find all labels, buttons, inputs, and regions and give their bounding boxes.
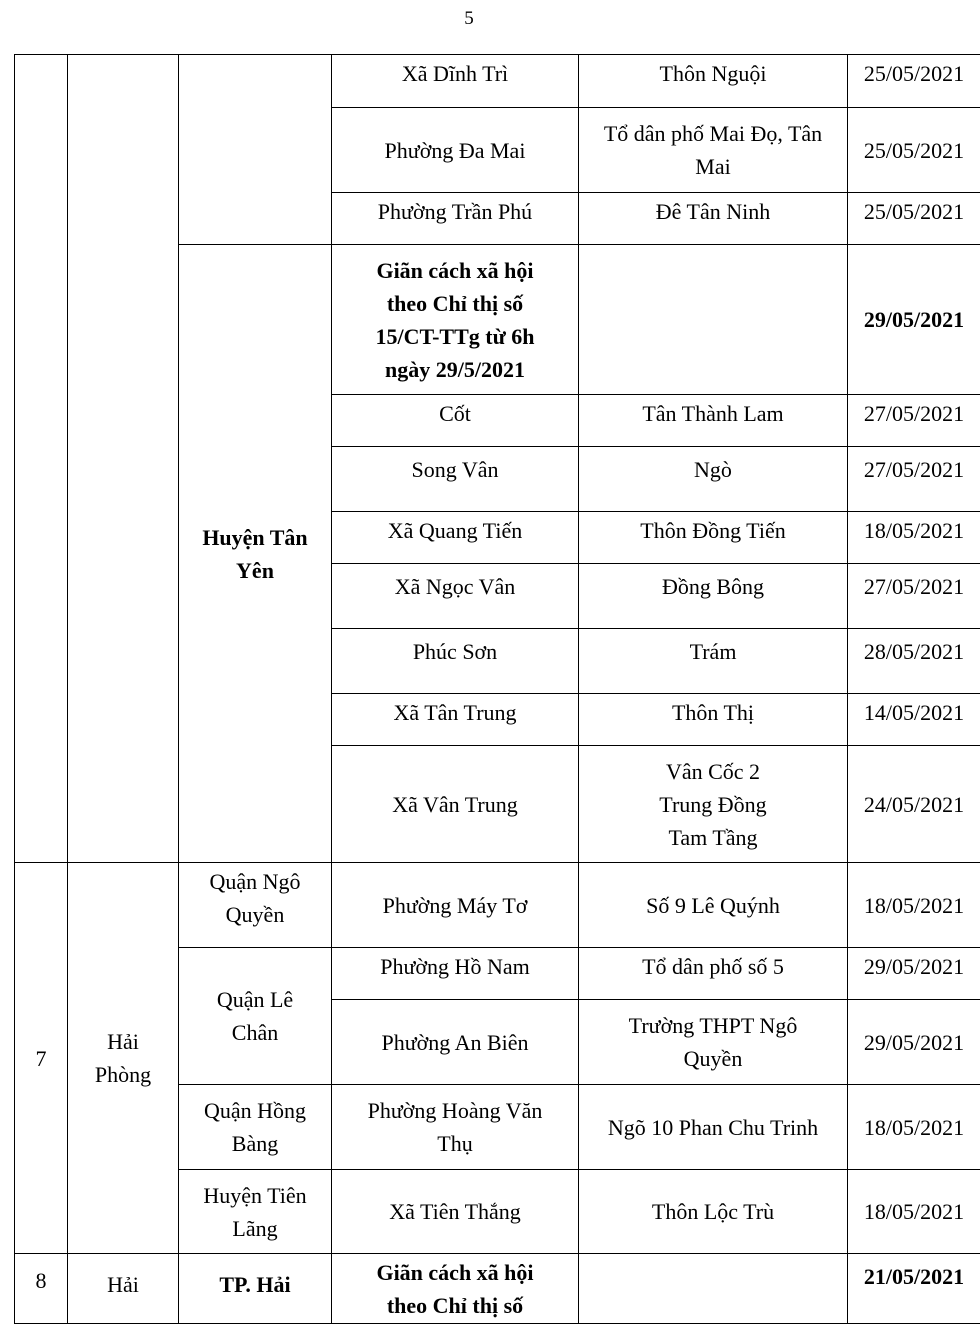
date-cell: 18/05/2021 [848,1085,980,1170]
district-cell [179,948,332,1085]
village-cell: Ngò [579,447,848,512]
date-cell: 25/05/2021 [848,55,980,108]
date-cell: 27/05/2021 [848,395,980,447]
district-line: Quận Hồng [185,1094,325,1127]
date-cell: 18/05/2021 [848,1170,980,1254]
village-cell: Thôn Đồng Tiến [579,512,848,564]
village-line: Tam Tầng [585,821,841,854]
date-cell: 29/05/2021 [848,245,980,395]
commune-line: Thụ [338,1127,572,1160]
commune-line: Giãn cách xã hội [338,1256,572,1289]
village-cell: Đê Tân Ninh [579,193,848,245]
commune-cell: Cốt [332,395,579,447]
commune-cell: Phường An Biên [332,1000,579,1085]
commune-line: ngày 29/5/2021 [338,353,572,386]
village-cell: Ngõ 10 Phan Chu Trinh [579,1085,848,1170]
district-line: Quyền [185,898,325,931]
date-cell: 29/05/2021 [848,948,980,1000]
commune-cell: Xã Vân Trung [332,746,579,863]
village-cell: Thôn Nguội [579,55,848,108]
stt-cell: 7 [15,863,68,1254]
village-line: Trung Đồng [585,788,841,821]
district-line: Quận Lê [185,983,325,1016]
lockdown-table [14,54,980,1324]
commune-cell: Xã Dĩnh Trì [332,55,579,108]
village-cell: Đồng Bông [579,564,848,629]
date-cell: 27/05/2021 [848,447,980,512]
district-cell [179,1170,332,1254]
district-cell [179,55,332,245]
district-cell: TP. Hải [179,1254,332,1324]
village-cell [579,1254,848,1324]
commune-line: Giãn cách xã hội [338,254,572,287]
commune-cell: Xã Ngọc Vân [332,564,579,629]
commune-cell: Phúc Sơn [332,629,579,694]
village-line: Tổ dân phố Mai Đọ, Tân [585,117,841,150]
date-cell: 14/05/2021 [848,694,980,746]
commune-cell: Xã Quang Tiến [332,512,579,564]
date-cell: 27/05/2021 [848,564,980,629]
date-cell: 25/05/2021 [848,108,980,193]
province-cell [68,55,179,863]
district-line: Chân [185,1016,325,1049]
commune-cell [332,1085,579,1170]
date-cell: 18/05/2021 [848,863,980,948]
commune-line: theo Chỉ thị số [338,287,572,320]
commune-cell: Song Vân [332,447,579,512]
village-cell [579,746,848,863]
table-row [15,863,980,948]
village-cell [579,245,848,395]
district-cell [179,863,332,948]
table-row [15,55,980,108]
village-line: Quyền [585,1042,841,1075]
date-cell: 18/05/2021 [848,512,980,564]
commune-cell: Phường Máy Tơ [332,863,579,948]
commune-cell: Xã Tân Trung [332,694,579,746]
commune-cell: Phường Hồ Nam [332,948,579,1000]
village-cell: Tổ dân phố số 5 [579,948,848,1000]
district-line: Huyện Tân [185,521,325,554]
page-number: 5 [0,8,938,30]
district-line: Yên [185,554,325,587]
district-line: Bàng [185,1127,325,1160]
table-row [15,1254,980,1324]
village-cell: Trám [579,629,848,694]
village-cell: Thôn Lộc Trù [579,1170,848,1254]
province-line: Phòng [74,1058,172,1091]
district-cell [179,245,332,863]
village-line: Vân Cốc 2 [585,755,841,788]
commune-line: 15/CT-TTg từ 6h [338,320,572,353]
village-line: Mai [585,150,841,183]
date-cell: 24/05/2021 [848,746,980,863]
stt-cell: 8 [15,1254,68,1324]
province-cell [68,863,179,1254]
date-cell: 21/05/2021 [848,1254,980,1324]
date-cell: 25/05/2021 [848,193,980,245]
date-cell: 28/05/2021 [848,629,980,694]
village-line: Trường THPT Ngô [585,1009,841,1042]
commune-line: Phường Hoàng Văn [338,1094,572,1127]
village-cell: Thôn Thị [579,694,848,746]
village-cell [579,1000,848,1085]
district-line: Huyện Tiên [185,1179,325,1212]
commune-cell [332,245,579,395]
province-cell: Hải [68,1254,179,1324]
stt-cell [15,55,68,863]
village-cell [579,108,848,193]
commune-cell: Xã Tiên Thắng [332,1170,579,1254]
village-cell: Số 9 Lê Quýnh [579,863,848,948]
commune-line: theo Chỉ thị số [338,1289,572,1322]
village-cell: Tân Thành Lam [579,395,848,447]
date-cell: 29/05/2021 [848,1000,980,1085]
province-line: Hải [74,1025,172,1058]
district-cell [179,1085,332,1170]
district-line: Lãng [185,1212,325,1245]
commune-cell [332,1254,579,1324]
commune-cell: Phường Trần Phú [332,193,579,245]
commune-cell: Phường Đa Mai [332,108,579,193]
district-line: Quận Ngô [185,865,325,898]
